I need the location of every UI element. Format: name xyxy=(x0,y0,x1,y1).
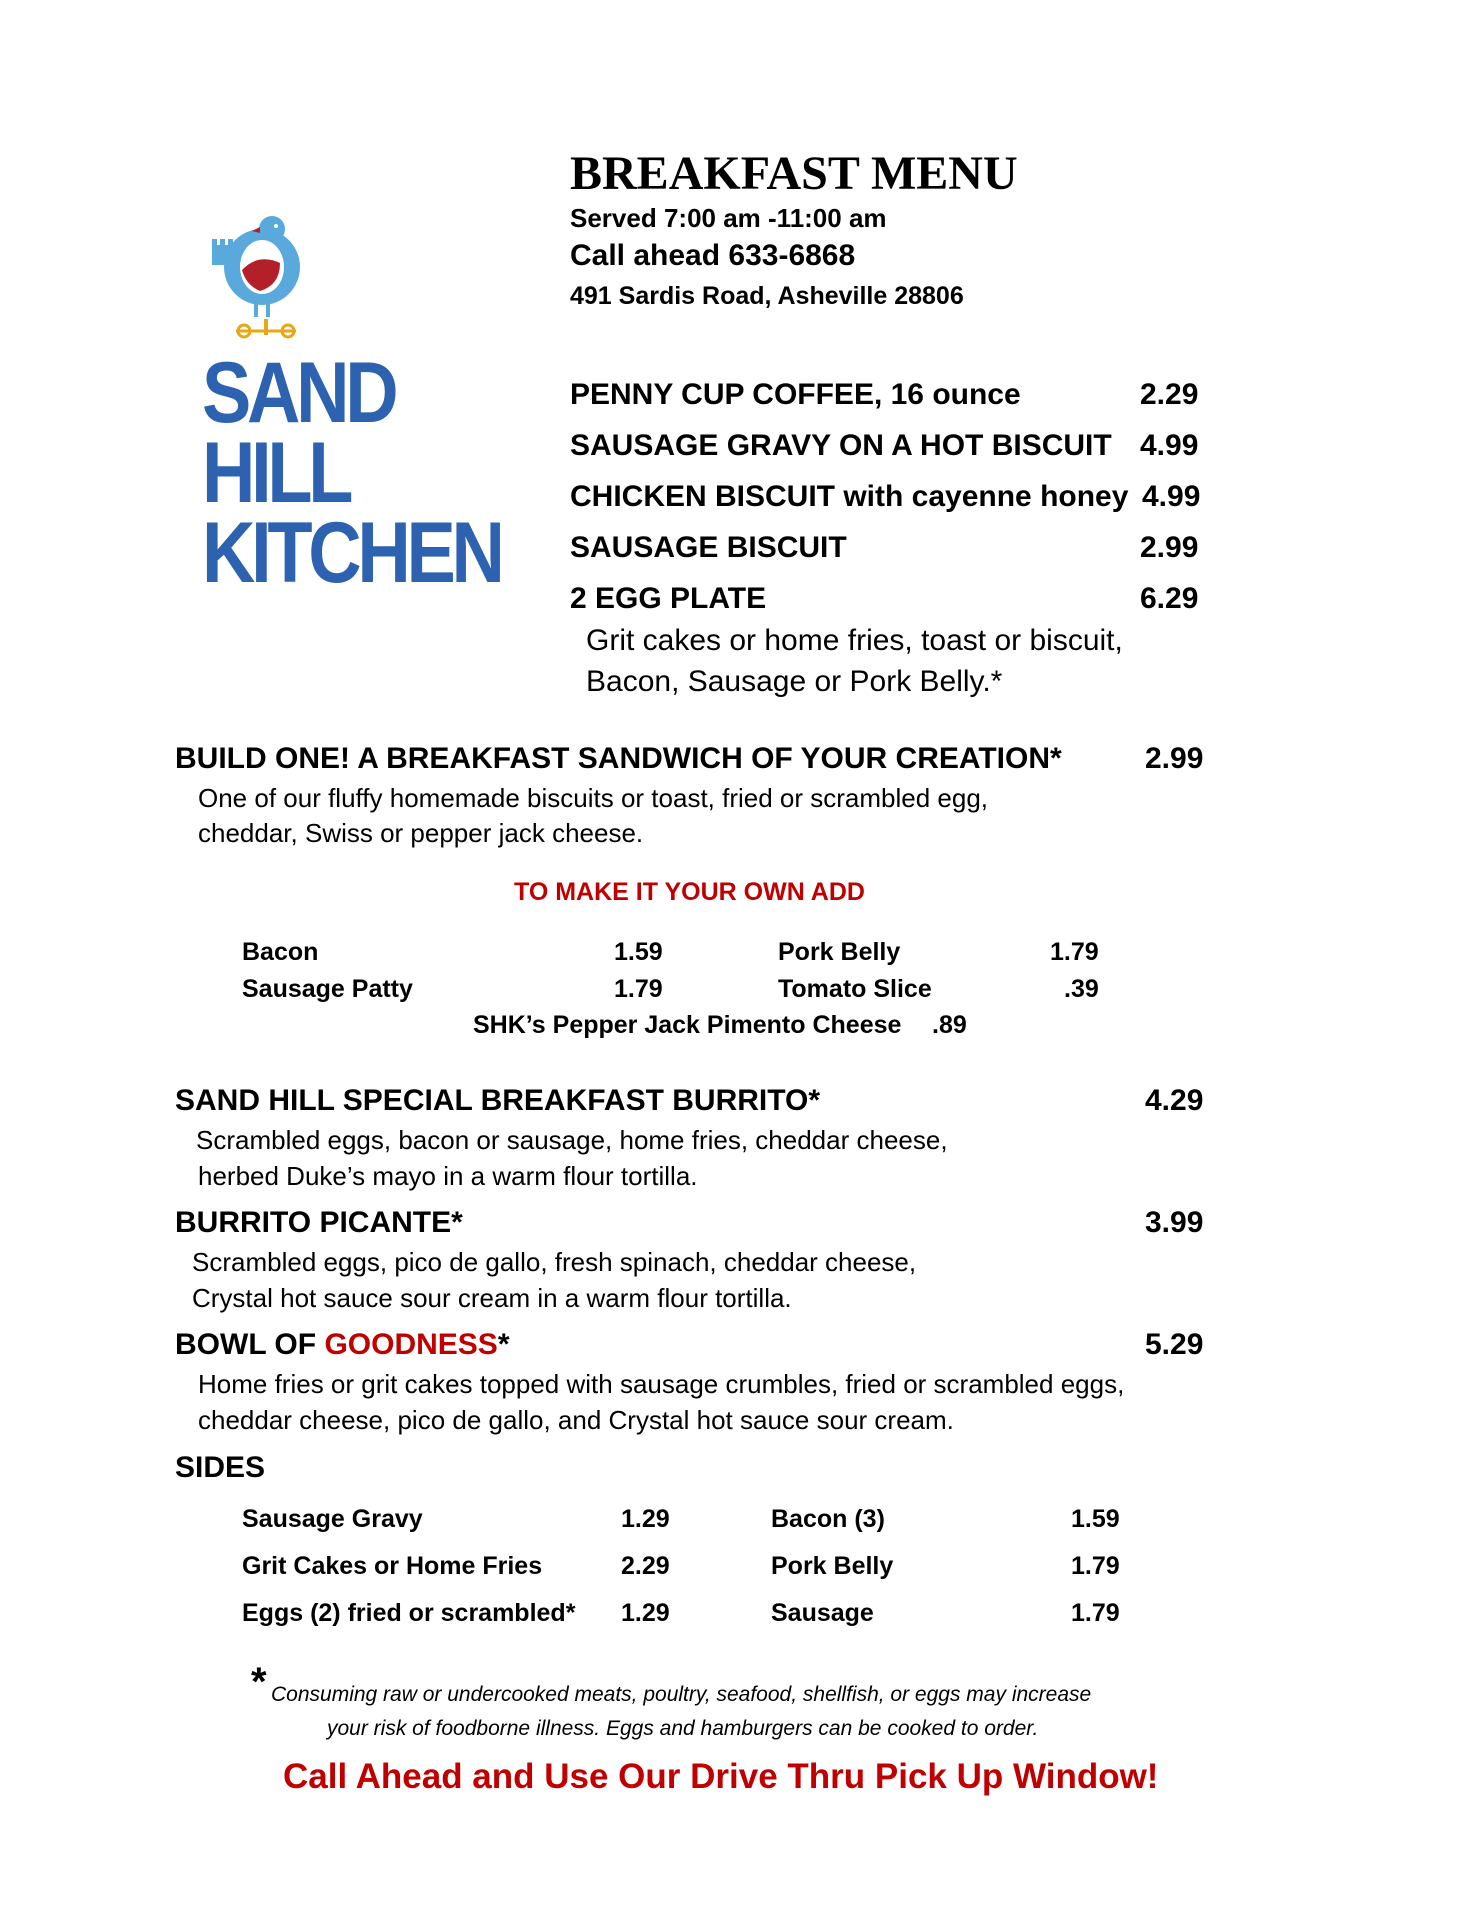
side-price: 1.59 xyxy=(1071,1505,1120,1533)
bowl-title-highlight: GOODNESS xyxy=(324,1328,498,1361)
side-price: 1.79 xyxy=(1071,1599,1120,1627)
item-price: 2.99 xyxy=(1140,531,1199,564)
item-description: Scrambled eggs, bacon or sausage, home fries, cheddar cheese, xyxy=(196,1125,948,1155)
side-price: 2.29 xyxy=(621,1552,670,1580)
item-price: 2.29 xyxy=(1140,378,1199,411)
bird-icon xyxy=(200,215,320,345)
menu-title: BREAKFAST MENU xyxy=(570,147,1018,200)
add-on-price: .89 xyxy=(932,1011,967,1039)
side-price: 1.29 xyxy=(621,1505,670,1533)
logo-word-sand: SAND xyxy=(202,345,395,441)
add-on-price: 1.59 xyxy=(614,938,663,966)
side-name: Sausage xyxy=(771,1599,874,1627)
item-description: Home fries or grit cakes topped with sausage crumbles, fried or scrambled eggs, xyxy=(198,1369,1125,1399)
add-on-name: Bacon xyxy=(242,938,319,966)
add-on-price: 1.79 xyxy=(614,975,663,1003)
logo-word-kitchen: KITCHEN xyxy=(202,505,501,601)
side-price: 1.29 xyxy=(621,1599,670,1627)
picante-title: BURRITO PICANTE* xyxy=(175,1206,463,1239)
item-name: PENNY CUP COFFEE, 16 ounce xyxy=(570,378,1021,411)
add-on-price: .39 xyxy=(1064,975,1099,1003)
item-name: SAUSAGE BISCUIT xyxy=(570,531,847,564)
build-one-price: 2.99 xyxy=(1145,742,1204,775)
bowl-title xyxy=(175,1328,510,1362)
side-name: Grit Cakes or Home Fries xyxy=(242,1552,543,1580)
burrito-title: SAND HILL SPECIAL BREAKFAST BURRITO* xyxy=(175,1084,821,1117)
add-ons-heading: TO MAKE IT YOUR OWN ADD xyxy=(514,878,865,906)
add-on-name: SHK’s Pepper Jack Pimento Cheese xyxy=(473,1011,902,1039)
bowl-title-suffix: * xyxy=(497,1328,510,1361)
logo-word-hill: HILL xyxy=(202,425,350,521)
call-ahead-phone: Call ahead 633-6868 xyxy=(570,239,856,272)
picante-price: 3.99 xyxy=(1145,1206,1204,1239)
build-one-title: BUILD ONE! A BREAKFAST SANDWICH OF YOUR CREATION* xyxy=(175,742,1062,775)
item-description: One of our fluffy homemade biscuits or toast, fried or scrambled egg, xyxy=(198,783,989,813)
item-name: SAUSAGE GRAVY ON A HOT BISCUIT xyxy=(570,429,1112,462)
item-price: 4.99 xyxy=(1140,429,1199,462)
burrito-price: 4.29 xyxy=(1145,1084,1204,1117)
item-description: Grit cakes or home fries, toast or biscuit, xyxy=(586,624,1123,657)
side-name: Eggs (2) fried or scrambled* xyxy=(242,1599,576,1627)
add-on-name: Pork Belly xyxy=(778,938,901,966)
item-description: cheddar cheese, pico de gallo, and Crystal hot sauce sour cream. xyxy=(198,1405,954,1435)
item-name: 2 EGG PLATE xyxy=(570,582,767,615)
serving-hours: Served 7:00 am -11:00 am xyxy=(570,203,887,233)
item-price: 6.29 xyxy=(1140,582,1199,615)
side-price: 1.79 xyxy=(1071,1552,1120,1580)
side-name: Sausage Gravy xyxy=(242,1505,423,1533)
disclaimer-line: your risk of foodborne illness. Eggs and hamburgers can be cooked to order. xyxy=(327,1717,1039,1740)
item-description: Crystal hot sauce sour cream in a warm flour tortilla. xyxy=(192,1283,792,1313)
item-name: CHICKEN BISCUIT with cayenne honey xyxy=(570,480,1129,513)
disclaimer-line: Consuming raw or undercooked meats, poultry, seafood, shellfish, or eggs may increase xyxy=(271,1683,1092,1706)
disclaimer-asterisk: * xyxy=(251,1660,267,1704)
add-on-name: Sausage Patty xyxy=(242,975,413,1003)
bowl-price: 5.29 xyxy=(1145,1328,1204,1361)
address: 491 Sardis Road, Asheville 28806 xyxy=(570,282,964,310)
side-name: Bacon (3) xyxy=(771,1505,885,1533)
item-description: Scrambled eggs, pico de gallo, fresh spinach, cheddar cheese, xyxy=(192,1247,917,1277)
item-price: 4.99 xyxy=(1142,480,1201,513)
sides-heading: SIDES xyxy=(175,1451,266,1484)
item-description: cheddar, Swiss or pepper jack cheese. xyxy=(198,818,644,848)
item-description: herbed Duke’s mayo in a warm flour tortilla. xyxy=(198,1161,698,1191)
bowl-title-prefix: BOWL OF xyxy=(175,1328,325,1361)
side-name: Pork Belly xyxy=(771,1552,894,1580)
drive-thru-callout: Call Ahead and Use Our Drive Thru Pick Up Window! xyxy=(283,1757,1159,1796)
add-on-name: Tomato Slice xyxy=(778,975,932,1003)
item-description: Bacon, Sausage or Pork Belly.* xyxy=(586,665,1003,698)
add-on-price: 1.79 xyxy=(1050,938,1099,966)
